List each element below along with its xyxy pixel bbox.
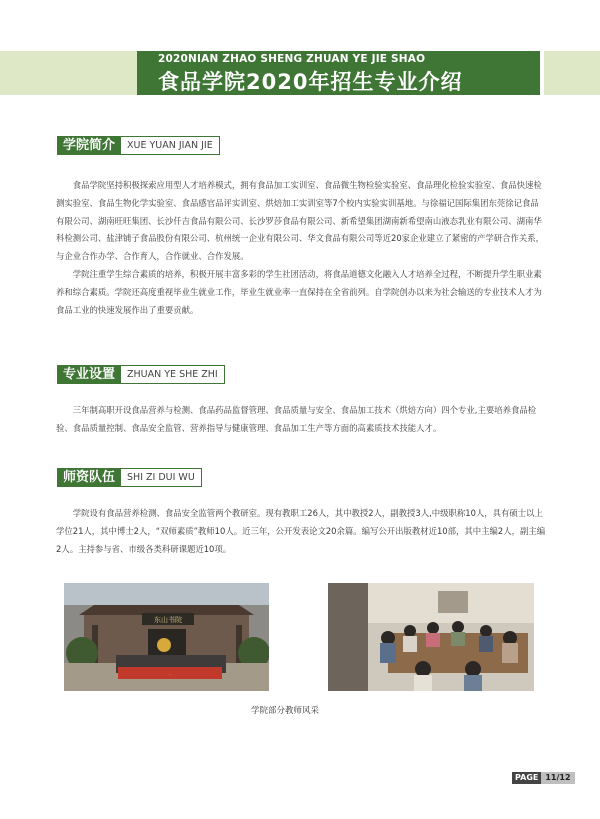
section-title-en: ZHUAN YE SHE ZHI [121, 365, 225, 384]
section-header-intro [57, 136, 220, 155]
header-accent-right [544, 51, 600, 95]
page-number: 11/12 [541, 772, 574, 784]
intro-paragraph-1: 食品学院坚持积极探索应用型人才培养模式，拥有食品加工实训室、食品微生物检验实验室、食品理化检验实验室、食品快速检测实验室、食品生物化学实验室、食品感官品评实训室、烘焙加工实训室等7个校内实验实训基地。与徐福记国际集团东莞徐记食品有限公司、湖南旺旺集团、长沙仟吉食品有限公司、长沙罗莎食品有限公司、新希望集团湖南新希望南山液态乳业有限公司、湖南华科检测公司、盐津铺子食品股份有限公司、杭州统一企业有限公司、华文食品有限公司等近20家企业建立了紧密的产学研合作关系，与企业合作办学、合作育人，合作就业、合作发展。 [56, 180, 545, 262]
faculty-paragraph: 学院设有食品营养检测、食品安全监管两个教研室。现有教职工26人，其中教授2人，副教授3人,中级职称10人，具有硕士以上学位21人，其中博士2人，“双师素质”教师10人。近三年，公开发表论文20余篇。编写公开出版教材近10部，其中主编2人，副主编2人。主持参与省、市级各类科研课题近10项。 [56, 508, 546, 554]
majors-paragraph: 三年制高职开设食品营养与检测、食品药品监督管理、食品质量与安全、食品加工技术（烘焙方向）四个专业,主要培养食品检验、食品质量控制、食品安全监管、营养指导与健康管理、食品加工生产等方面的高素质技术技能人才。 [56, 405, 537, 433]
section-title-en: SHI ZI DUI WU [121, 468, 202, 487]
header-subtitle: 2020NIAN ZHAO SHENG ZHUAN YE JIE SHAO [158, 53, 426, 65]
page-number-tag [512, 772, 575, 784]
section-header-majors [57, 365, 225, 384]
page-label: PAGE [512, 772, 541, 784]
section-title-cn: 学院简介 [57, 136, 121, 155]
group-photo [64, 583, 269, 691]
section-title-cn: 专业设置 [57, 365, 121, 384]
intro-paragraph-2: 学院注重学生综合素质的培养，积极开展丰富多彩的学生社团活动，将食品道德文化融入人才培养全过程，不断提升学生职业素养和综合素质。学院还高度重视毕业生就业工作，毕业生就业率一直保持在全省前列。自学院创办以来为社会输送的专业技术人才为食品工业的快速发展作出了重要贡献。 [56, 269, 542, 315]
svg-text:东山书院: 东山书院 [154, 616, 182, 624]
meeting-photo [328, 583, 534, 691]
svg-text:·: · [169, 672, 171, 678]
section-title-en: XUE YUAN JIAN JIE [121, 136, 220, 155]
header-accent-left [0, 51, 140, 95]
photo-caption: 学院部分教师风采 [251, 706, 320, 716]
section-header-faculty [57, 468, 202, 487]
page-title: 食品学院2020年招生专业介绍 [158, 70, 463, 94]
section-title-cn: 师资队伍 [57, 468, 121, 487]
